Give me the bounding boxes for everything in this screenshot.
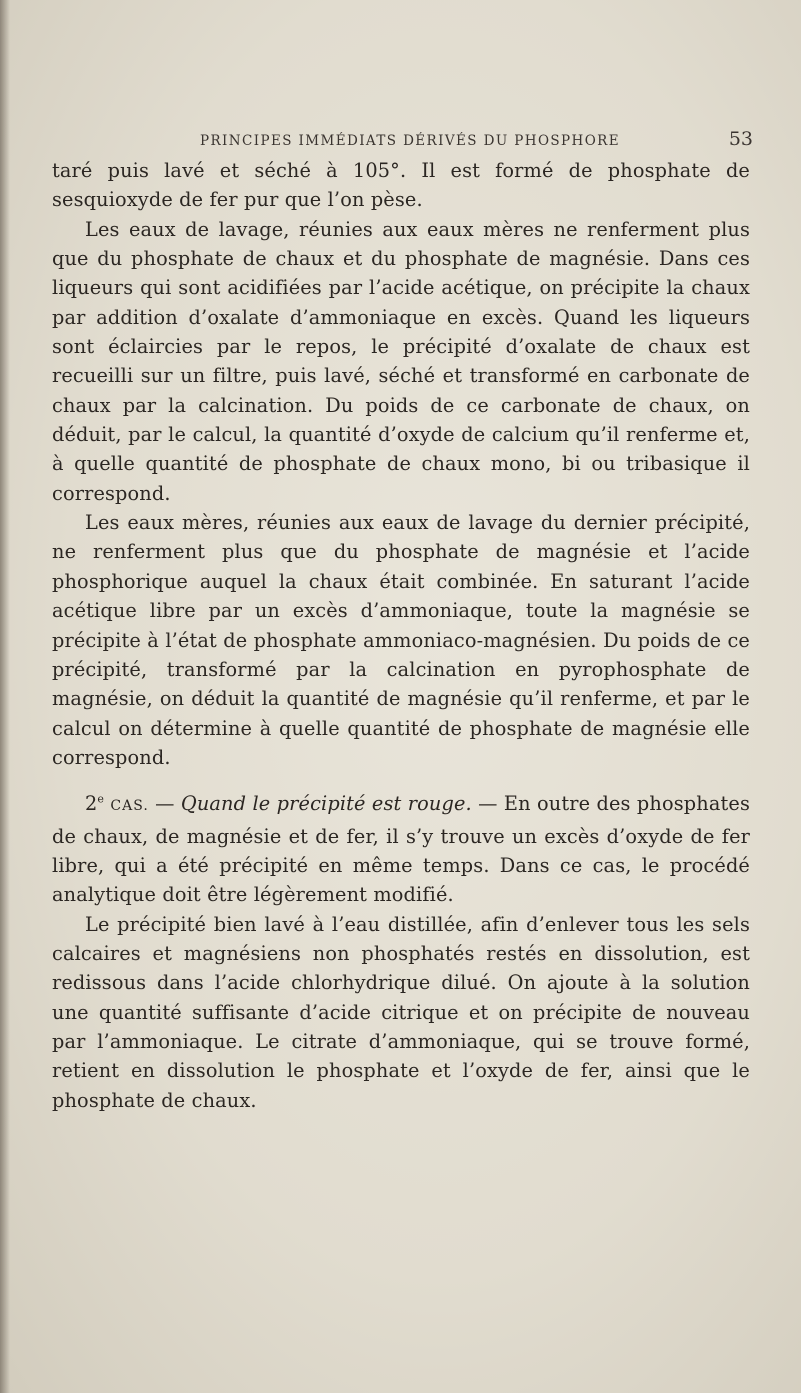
body-text: [52, 156, 750, 1115]
paragraph-redissolution: Le précipité bien lavé à l’eau distillée, afin d’enlever tous les sels calcaires et magnésiens non phosphatés restés en dissolution, est redissous dans l’acide chlorhydrique dilué. On ajoute à la solution une quantité suffisante d’acide citrique et on précipite de nouveau par l’ammoniaque. Le citrate d’ammoniaque, qui se trouve formé, retient en dissolution le phosphate et l’oxyde de fer, ainsi que le phosphate de chaux.: [52, 912, 750, 1112]
page-edge-shadow: [0, 0, 10, 1393]
case-number: 2: [85, 792, 98, 816]
case-title: Quand le précipité est rouge.: [180, 792, 472, 816]
paragraph-mother-liquors: Les eaux mères, réunies aux eaux de lavage du dernier précipité, ne renferment plus que du phosphate de magnésie et l’acide phosphorique auquel la chaux était combinée. En saturant l’acide acétique libre par un excès d’ammoniaque, toute la magnésie se précipite à l’état de phosphate ammoniaco-magnésien. Du poids de ce précipité, transformé par la calcination en pyrophosphate de magnésie, on déduit la quantité de magnésie qu’il renferme, et par le calcul on détermine à quelle quantité de phosphate de magnésie elle correspond.: [52, 511, 750, 769]
running-header: PRINCIPES IMMÉDIATS DÉRIVÉS DU PHOSPHORE: [200, 133, 621, 149]
page-number: 53: [728, 128, 753, 150]
paragraph-washing-waters: Les eaux de lavage, réunies aux eaux mères ne renferment plus que du phosphate de chaux et du phosphate de magnésie. Dans ces liqueurs qui sont acidifiées par l’acide acétique, on précipite la chaux par addition d’oxalate d’ammoniaque en excès. Quand les liqueurs sont éclaircies par le repos, le précipité d’oxalate de chaux est recueilli sur un filtre, puis lavé, séché et transformé en carbonate de chaux par la calcination. Du poids de ce carbonate de chaux, on déduit, par le calcul, la quantité d’oxyde de calcium qu’il renferme et, à quelle quantité de phosphate de chaux mono, bi ou tribasique il correspond.: [52, 217, 750, 505]
paragraph-case-two: [52, 789, 750, 909]
case-ordinal-suffix: e: [97, 792, 105, 806]
case-label: CAS.: [110, 798, 149, 815]
paragraph-continuation: taré puis lavé et séché à 105°. Il est formé de phosphate de sesquioxyde de fer pur que l’on pèse.: [52, 159, 750, 212]
case-text: En outre des phosphates de chaux, de magnésie et de fer, il s’y trouve un excès d’oxyde de fer libre, qui a été précipité en même temps. Dans ce cas, le procédé analytique doit être légèrement modifié.: [52, 792, 750, 907]
case-dash-2: —: [471, 792, 504, 816]
case-dash-1: —: [148, 792, 181, 816]
